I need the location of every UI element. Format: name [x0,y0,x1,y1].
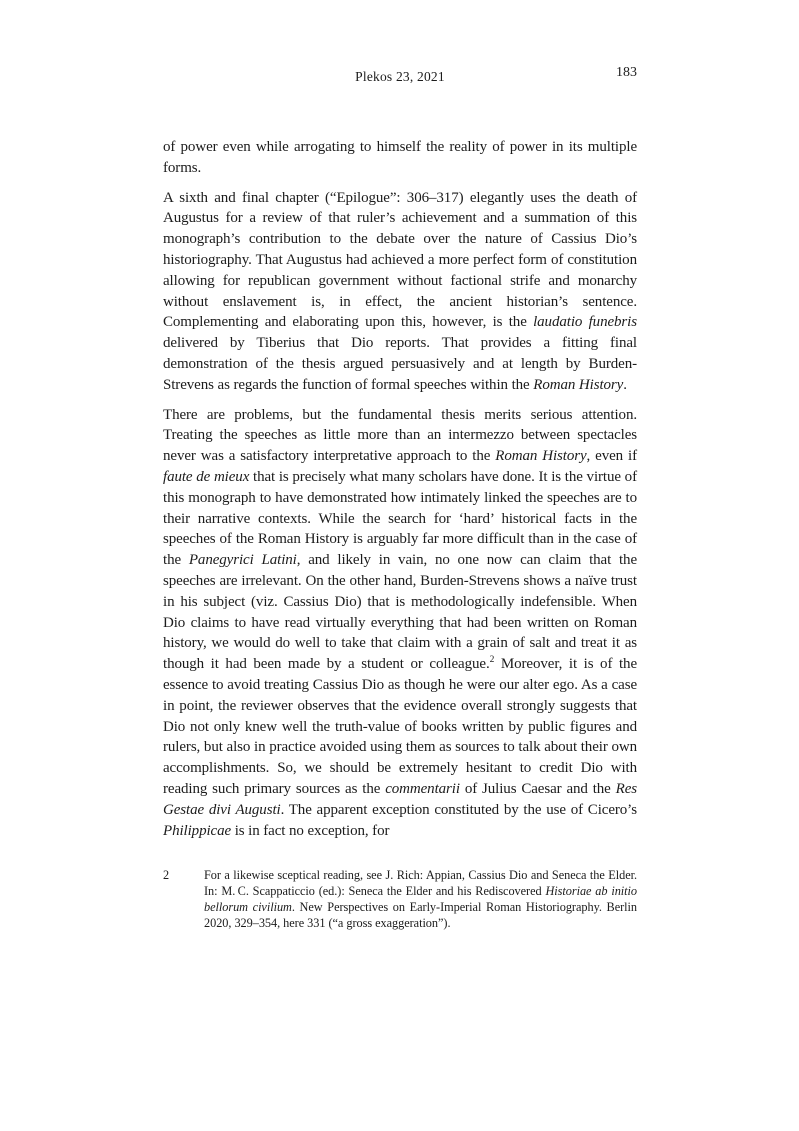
running-head-journal: Plekos 23, 2021 [355,69,445,84]
body-text [163,137,637,931]
paragraph: of power even while arrogating to himself the reality of power in its multiple forms. [163,139,637,176]
footnote [163,867,637,931]
paragraph: There are problems, but the fundamental thesis merits serious attention. Treating the speeches as little more than an intermezzo between spectacles never was a satisfactory interpretative approach to the Roman History, even if faute de mieux that is precisely what many scholars have done. It is the virtue of this monograph to have demonstrated how intimately linked the speeches are to their narrative contexts. While the search for ‘hard’ historical facts in the speeches of the Roman History is arguably far more difficult than in the case of the Panegyrici Latini, and likely in vain, no one now can claim that the speeches are irrelevant. On the other hand, Burden-Strevens shows a naïve trust in his subject (viz. Cassius Dio) that is methodologically indefensible. When Dio claims to have read virtually everything that had been written on Roman history, we would do well to take that claim with a grain of salt and treat it as though it had been made by a student or colleague.$^2$ Moreover, it is of the essence to avoid treating Cassius Dio as though he were our alter ego. As a case in point, the reviewer observes that the evidence overall strongly suggests that Dio not only knew well the truth-value of books written by public figures and rulers, but also in practice avoided using them as sources to talk about their own accomplishments. So, we should be extremely hesitant to credit Dio with reading such primary sources as the commentarii of Julius Caesar and the Res Gestae divi Augusti. The apparent exception constituted by the use of Cicero’s Philippicae is in fact no exception, for [163,406,638,839]
page-number: 183 [616,65,637,80]
footnote-number: 2 [163,868,170,883]
paragraph: A sixth and final chapter (“Epilogue”: 306–317) elegantly uses the death of Augustus for a review of that ruler’s achievement and a summation of this monograph’s contribution to the debate over the nature of Cassius Dio’s historiography. That Augustus had achieved a more perfect form of constitution allowing for republican government without factional strife and monarchy without enslavement is, in effect, the ancient historian’s sentence. Complementing and elaborating upon this, however, is the laudatio funebris delivered by Tiberius that Dio reports. That provides a fitting final demonstration of the thesis argued persuasively and at length by Burden-Strevens as regards the function of formal speeches within the Roman History. [163,189,637,393]
page-header [163,65,637,88]
footnote-text: For a likewise sceptical reading, see J. Rich: Appian, Cassius Dio and Seneca the Elder. In: M. C. Scappaticcio (ed.): Seneca the Elder and his Rediscovered Historiae ab initio bellorum civilium. New Perspectives on Early-Imperial Roman Historiography. Berlin 2020, 329–354, here 331 (“a gross exaggeration”). [204,868,637,931]
